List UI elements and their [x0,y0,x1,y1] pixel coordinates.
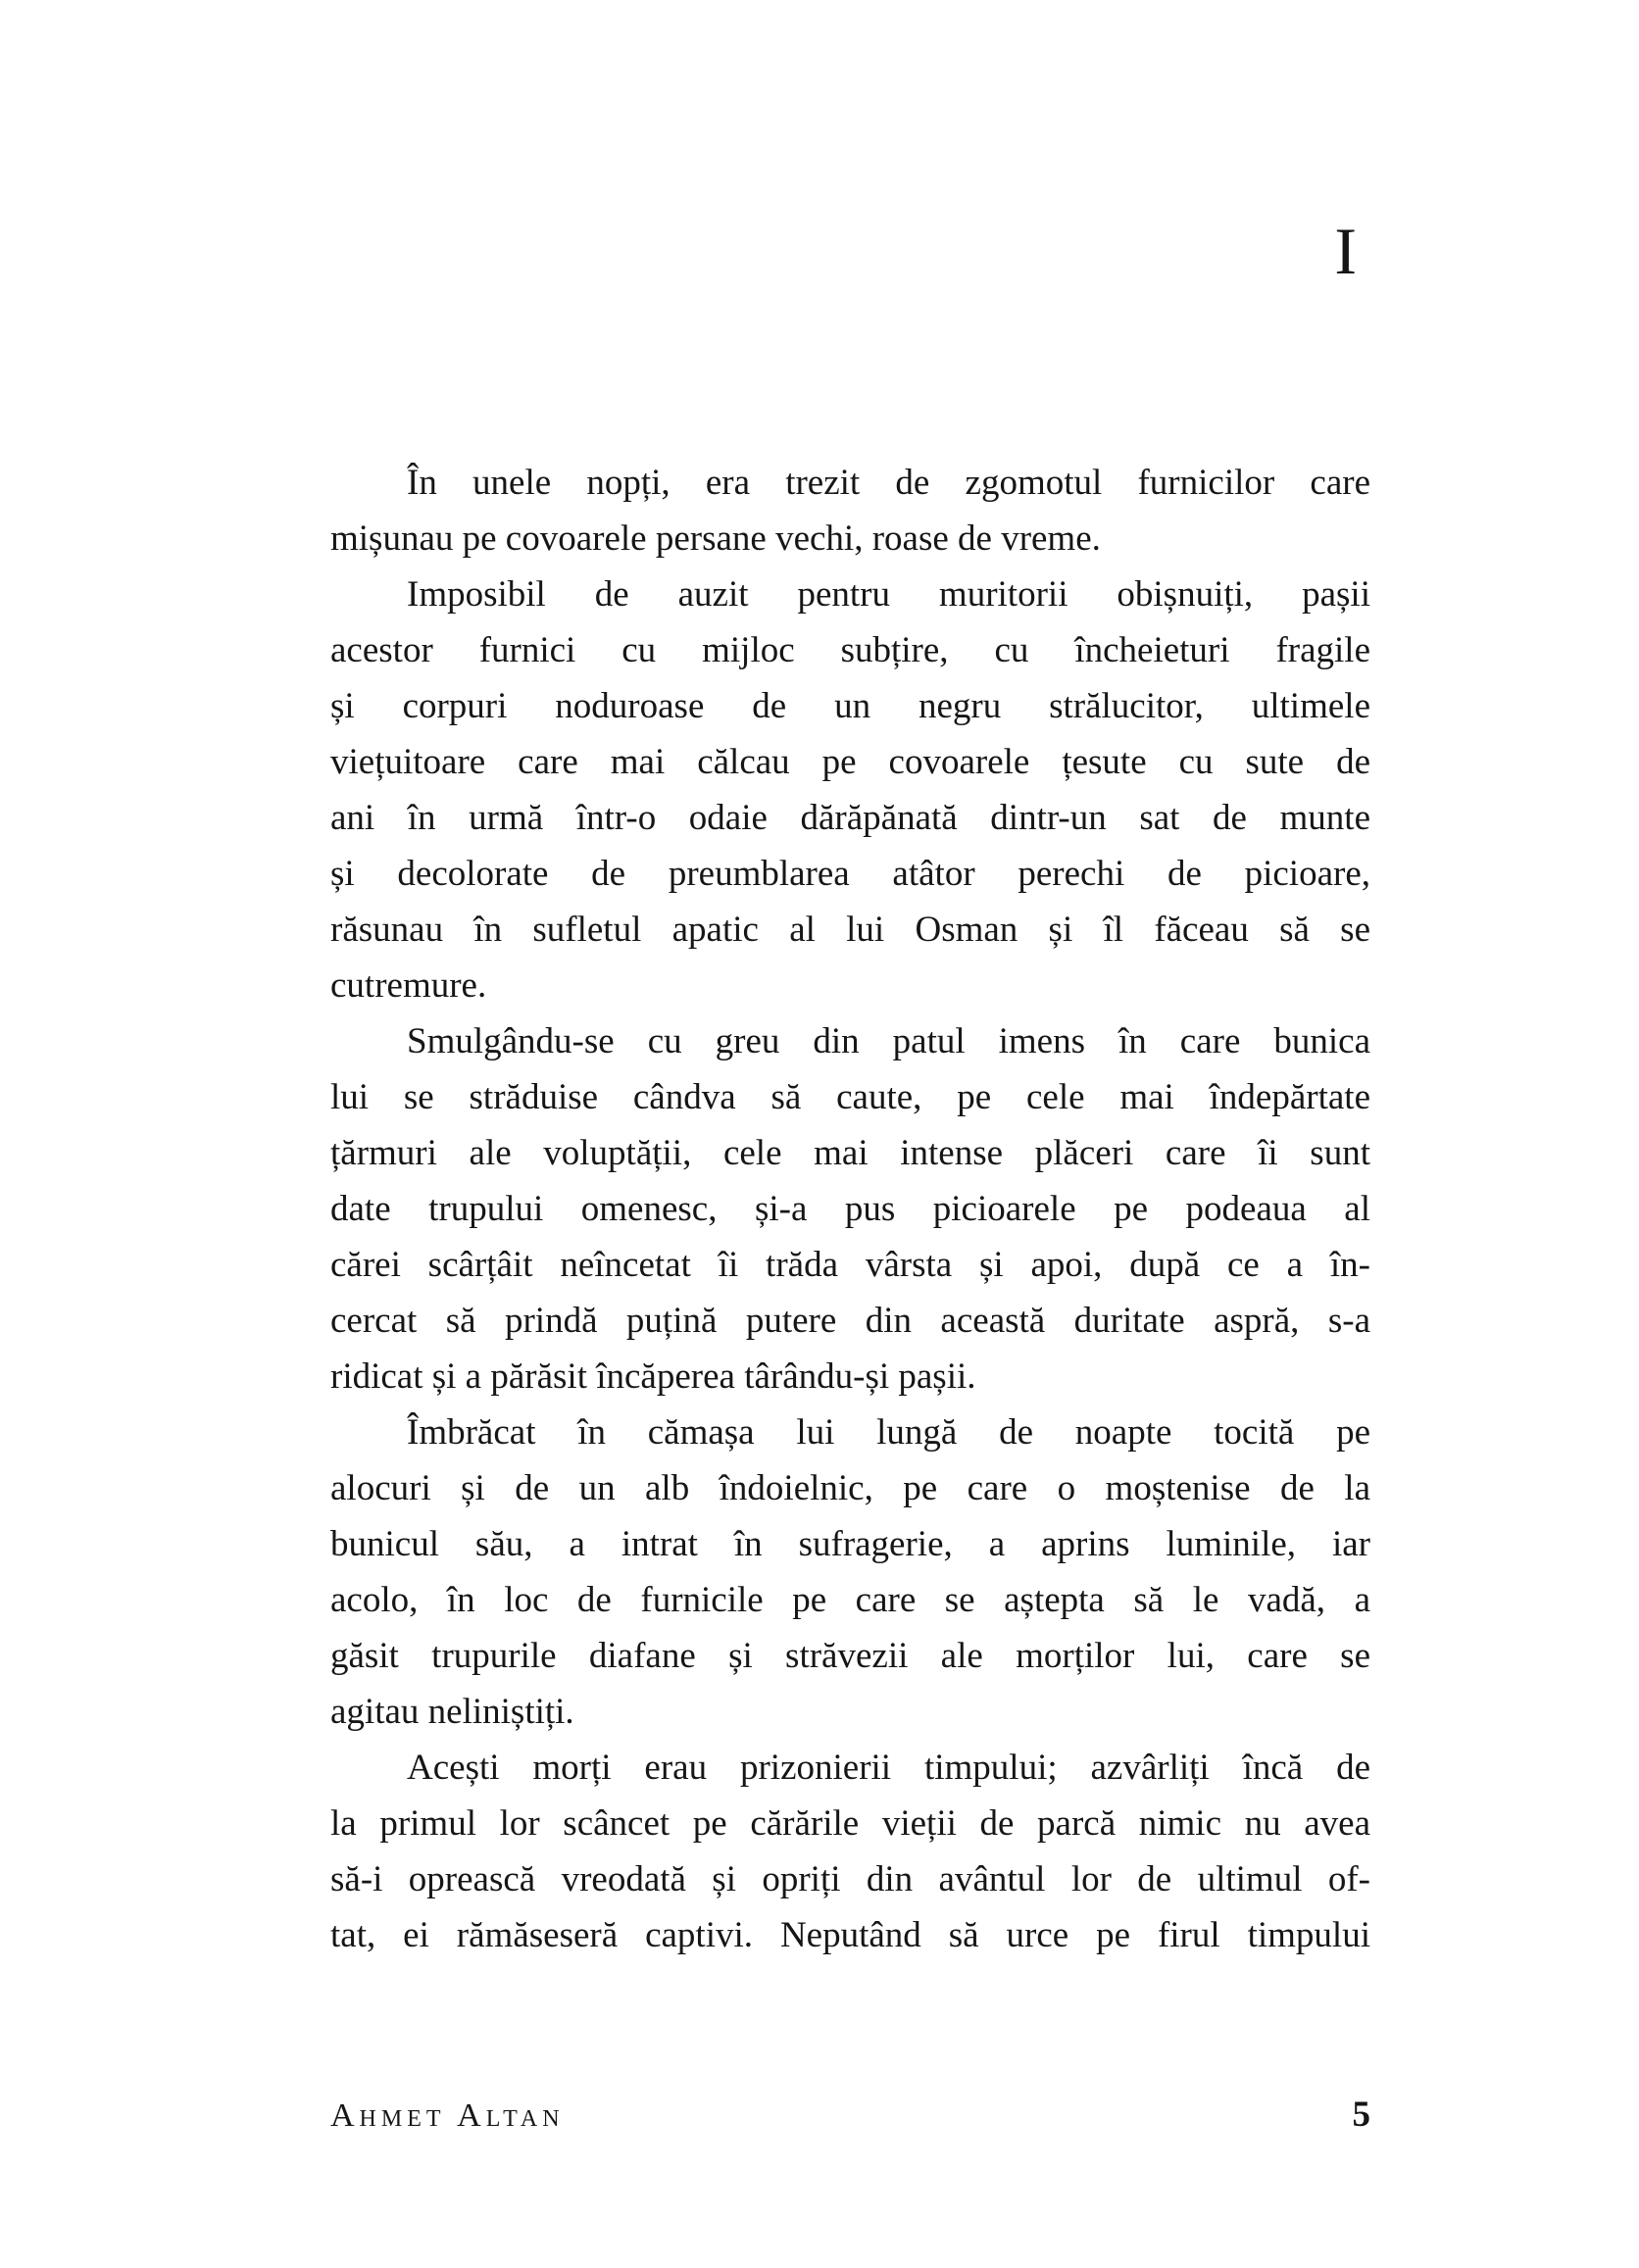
text-line: ridicat și a părăsit încăperea târându-și pașii. [330,1356,976,1397]
text-line: bunicul său, a intrat în sufragerie, a aprins luminile, iar [330,1524,1370,1564]
body-text [330,455,1370,1963]
text-line: cercat să prindă puțină putere din această duritate aspră, s-a [330,1301,1370,1341]
text-line: date trupului omenesc, și-a pus picioarele pe podeaua al [330,1189,1370,1229]
paragraph [330,1013,1370,1405]
text-line: răsunau în sufletul apatic al lui Osman și îl făceau să se [330,910,1370,950]
text-line: acolo, în loc de furnicile pe care se aștepta să le vadă, a [330,1580,1370,1620]
running-footer-author: Ahmet Altan [330,2097,565,2134]
text-line: Smulgându-se cu greu din patul imens în care bunica [407,1021,1370,1061]
text-line: Imposibil de auzit pentru muritorii obișnuiți, pașii [407,574,1370,615]
paragraph [330,1405,1370,1740]
text-line: să-i oprească vreodată și opriți din avântul lor de ultimul of- [330,1859,1370,1899]
text-line: găsit trupurile diafane și străvezii ale morților lui, care se [330,1636,1370,1676]
text-line: alocuri și de un alb îndoielnic, pe care o moștenise de la [330,1468,1370,1508]
text-line: și decolorate de preumblarea atâtor perechi de picioare, [330,854,1370,894]
paragraph [330,455,1370,567]
chapter-numeral: I [1334,214,1357,288]
page-footer [330,2094,1370,2136]
text-line: la primul lor scâncet pe cărările vieții de parcă nimic nu avea [330,1803,1370,1844]
text-line: mișunau pe covoarele persane vechi, roase de vreme. [330,518,1101,559]
text-line: și corpuri noduroase de un negru strălucitor, ultimele [330,686,1370,726]
paragraph [330,567,1370,1013]
text-line: acestor furnici cu mijloc subțire, cu încheieturi fragile [330,630,1370,670]
text-line: Îmbrăcat în cămașa lui lungă de noapte tocită pe [407,1412,1370,1453]
text-line: ani în urmă într-o odaie dărăpănată dintr-un sat de munte [330,798,1370,838]
text-line: În unele nopți, era trezit de zgomotul furnicilor care [407,463,1370,503]
text-line: țărmuri ale voluptății, cele mai intense plăceri care îi sunt [330,1133,1370,1173]
text-line: cutremure. [330,965,487,1006]
text-line: agitau neliniștiți. [330,1692,574,1732]
text-line: lui se străduise cândva să caute, pe cele mai îndepărtate [330,1077,1370,1117]
text-line: cărei scârțâit neîncetat îi trăda vârsta și apoi, după ce a în- [330,1245,1370,1285]
page-number: 5 [1352,2095,1370,2135]
text-line: tat, ei rămăseseră captivi. Neputând să urce pe firul timpului [330,1915,1370,1955]
text-line: Acești morți erau prizonierii timpului; azvârliți încă de [407,1748,1370,1788]
text-line: viețuitoare care mai călcau pe covoarele țesute cu sute de [330,742,1370,782]
paragraph [330,1740,1370,1963]
